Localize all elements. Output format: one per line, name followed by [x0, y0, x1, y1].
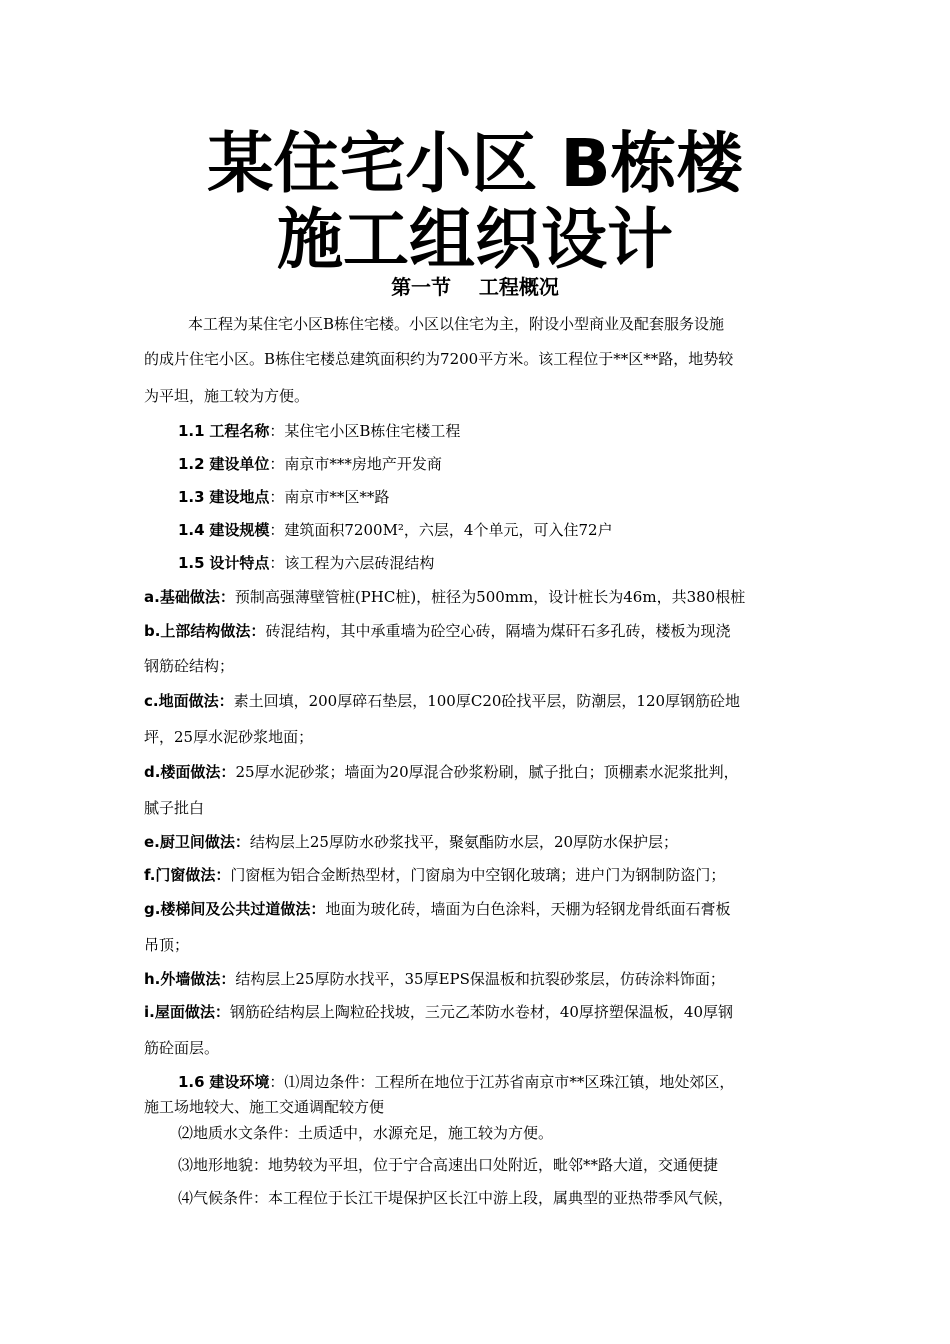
design-g-continued: 吊顶； — [144, 936, 190, 954]
item-value: ⑴周边条件：工程所在地位于江苏省南京市**区珠江镇，地处郊区， — [284, 1073, 735, 1091]
design-d-continued: 腻子批白 — [144, 799, 205, 817]
item-number: 1.6 — [178, 1073, 205, 1091]
item-environment — [178, 1071, 734, 1093]
design-a — [144, 586, 745, 608]
item-label: 设计特点 — [209, 554, 270, 572]
intro-line-1: 本工程为某住宅小区B栋住宅楼。小区以住宅为主，附设小型商业及配套服务设施 — [188, 315, 725, 333]
design-b — [144, 620, 730, 642]
design-label: e.厨卫间做法： — [144, 833, 250, 851]
design-label: f.门窗做法： — [144, 866, 231, 884]
item-separator: ： — [269, 422, 285, 440]
item-label: 建设环境 — [209, 1073, 270, 1091]
design-text: 结构层上25厚防水砂浆找平，聚氨酯防水层，20厚防水保护层； — [249, 833, 679, 851]
design-g — [144, 898, 730, 920]
design-label: a.基础做法： — [144, 588, 235, 606]
item-label: 建设规模 — [209, 521, 270, 539]
item-number: 1.1 — [178, 422, 205, 440]
environment-terrain: ⑶地形地貌：地势较为平坦，位于宁合高速出口处附近，毗邻**路大道，交通便捷 — [178, 1156, 719, 1174]
item-value: 南京市**区**路 — [284, 488, 390, 506]
item-value: 某住宅小区B栋住宅楼工程 — [284, 422, 461, 440]
item-value: 该工程为六层砖混结构 — [284, 554, 435, 572]
design-text: 钢筋砼结构层上陶粒砼找坡，三元乙苯防水卷材，40厚挤塑保温板，40厚钢 — [229, 1003, 734, 1021]
design-c-continued: 坪，25厚水泥砂浆地面； — [144, 728, 314, 746]
design-c — [144, 690, 740, 712]
item-separator: ： — [269, 488, 285, 506]
design-label: b.上部结构做法： — [144, 622, 266, 640]
item-design-features — [178, 552, 434, 574]
design-d — [144, 761, 739, 783]
item-number: 1.4 — [178, 521, 205, 539]
design-text: 门窗框为铝合金断热型材，门窗扇为中空钢化玻璃；进户门为钢制防盗门； — [230, 866, 726, 884]
item-separator: ： — [269, 455, 285, 473]
item-separator: ： — [269, 521, 285, 539]
document-title-line2: 施工组织设计 — [277, 201, 673, 278]
item-project-name — [178, 420, 460, 442]
item-separator: ： — [269, 1073, 285, 1091]
intro-line-2: 的成片住宅小区。B栋住宅楼总建筑面积约为7200平方米。该工程位于**区**路，地势较 — [144, 350, 734, 368]
intro-line-3: 为平坦，施工较为方便。 — [144, 387, 310, 405]
design-label: i.屋面做法： — [144, 1003, 230, 1021]
design-h — [144, 968, 725, 990]
item-number: 1.3 — [178, 488, 205, 506]
design-text: 素土回填，200厚碎石垫层，100厚C20砼找平层，防潮层，120厚钢筋砼地 — [233, 692, 741, 710]
design-text: 预制高强薄壁管桩(PHC桩)，桩径为500mm，设计桩长为46m，共380根桩 — [234, 588, 746, 606]
design-b-continued: 钢筋砼结构； — [144, 657, 235, 675]
design-label: c.地面做法： — [144, 692, 234, 710]
section-heading: 第一节 工程概况 — [391, 275, 559, 299]
environment-climate: ⑷气候条件：本工程位于长江干堤保护区长江中游上段，属典型的亚热带季风气候， — [178, 1189, 734, 1207]
document-title-line1: 某住宅小区 B栋楼 — [207, 125, 743, 202]
environment-geology: ⑵地质水文条件：土质适中，水源充足，施工较为方便。 — [178, 1124, 554, 1142]
item-value: 南京市***房地产开发商 — [284, 455, 442, 473]
design-text: 地面为玻化砖，墙面为白色涂料，天棚为轻钢龙骨纸面石膏板 — [325, 900, 731, 918]
design-text: 砖混结构，其中承重墙为砼空心砖，隔墙为煤矸石多孔砖，楼板为现浇 — [265, 622, 731, 640]
item-separator: ： — [269, 554, 285, 572]
design-e — [144, 831, 678, 853]
item-value: 建筑面积7200M²，六层，4个单元，可入住72户 — [284, 521, 613, 539]
item-number: 1.2 — [178, 455, 205, 473]
design-text: 25厚水泥砂浆；墙面为20厚混合砂浆粉刷，腻子批白；顶棚素水泥浆批判， — [235, 763, 739, 781]
design-i — [144, 1001, 733, 1023]
item-number: 1.5 — [178, 554, 205, 572]
item-label: 建设单位 — [209, 455, 270, 473]
design-f — [144, 864, 725, 886]
item-label: 建设地点 — [209, 488, 270, 506]
design-text: 结构层上25厚防水找平，35厚EPS保温板和抗裂砂浆层，仿砖涂料饰面； — [235, 970, 725, 988]
item-location — [178, 486, 389, 508]
design-label: h.外墙做法： — [144, 970, 236, 988]
item-scale — [178, 519, 613, 541]
design-label: d.楼面做法： — [144, 763, 236, 781]
design-label: g.楼梯间及公共过道做法： — [144, 900, 326, 918]
environment-continued: 施工场地较大、施工交通调配较方便 — [144, 1098, 385, 1116]
item-label: 工程名称 — [209, 422, 270, 440]
item-owner — [178, 453, 442, 475]
design-i-continued: 筋砼面层。 — [144, 1039, 220, 1057]
